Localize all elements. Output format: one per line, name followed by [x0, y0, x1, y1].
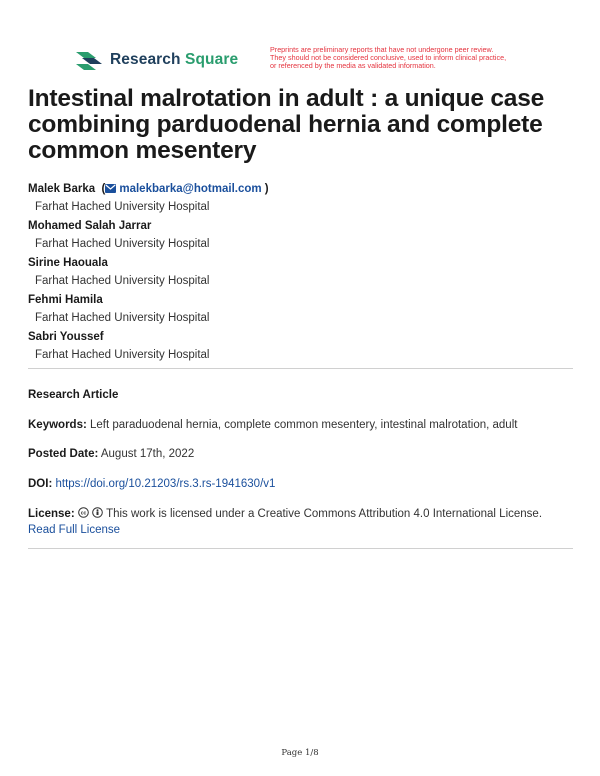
author-name: Sabri Youssef: [28, 331, 104, 343]
divider: [28, 368, 573, 369]
brand-name: [110, 51, 238, 69]
doi-link[interactable]: https://doi.org/10.21203/rs.3.rs-1941630/v1: [55, 478, 276, 490]
disclaimer-line: Preprints are preliminary reports that have not undergone peer review.: [270, 45, 494, 54]
read-full-license-link[interactable]: Read Full License: [28, 524, 121, 536]
preprint-disclaimer: [270, 46, 560, 71]
disclaimer-line: or referenced by the media as validated information.: [270, 61, 436, 71]
disclaimer-line: They should not be considered conclusive, used to inform clinical practice,: [270, 53, 507, 63]
article-type: Research Article: [28, 389, 119, 401]
keywords-label: Keywords:: [28, 419, 87, 431]
brand-name-part1: Research: [110, 51, 181, 68]
author-list: [28, 180, 573, 365]
posted-date-line: [28, 446, 573, 462]
license-label: License:: [28, 508, 75, 520]
posted-date-value: August 17th, 2022: [100, 448, 195, 460]
author-affiliation: Farhat Hached University Hospital: [35, 275, 210, 287]
envelope-icon: [105, 184, 116, 193]
author-name: Malek Barka: [28, 183, 96, 195]
posted-date-label: Posted Date:: [28, 448, 99, 460]
author-entry: [28, 291, 573, 327]
svg-text:cc: cc: [80, 510, 87, 517]
license-text: This work is licensed under a Creative Commons Attribution 4.0 International License.: [106, 508, 543, 520]
research-square-logo: [74, 48, 238, 72]
author-name: Fehmi Hamila: [28, 294, 103, 306]
cc-icon: [78, 507, 89, 518]
brand-name-part2: Square: [185, 51, 239, 68]
author-affiliation: Farhat Hached University Hospital: [35, 201, 210, 213]
by-icon: [92, 507, 103, 518]
keywords-line: [28, 417, 573, 433]
author-affiliation: Farhat Hached University Hospital: [35, 349, 210, 361]
author-entry: [28, 328, 573, 364]
author-affiliation: Farhat Hached University Hospital: [35, 312, 210, 324]
author-name: Sirine Haouala: [28, 257, 108, 269]
research-square-logo-icon: [74, 48, 104, 72]
license-line: [28, 506, 573, 538]
doi-line: [28, 476, 573, 492]
page-number: Page 1/8: [281, 748, 319, 758]
keywords-value: Left paraduodenal hernia, complete common mesentery, intestinal malrotation, adult: [90, 419, 518, 431]
doi-label: DOI:: [28, 478, 53, 490]
divider: [28, 548, 573, 549]
author-name: Mohamed Salah Jarrar: [28, 220, 152, 232]
author-affiliation: Farhat Hached University Hospital: [35, 238, 210, 250]
author-entry: [28, 217, 573, 253]
author-entry: Malek Barka ( malekbarka@hotmail.com ) Farhat Hached University Hospital: [28, 180, 573, 216]
paper-title: Intestinal malrotation in adult : a unique case combining parduodenal hernia and complete common mesentery: [28, 85, 545, 164]
author-email-link[interactable]: malekbarka@hotmail.com: [119, 183, 262, 195]
author-entry: [28, 254, 573, 290]
